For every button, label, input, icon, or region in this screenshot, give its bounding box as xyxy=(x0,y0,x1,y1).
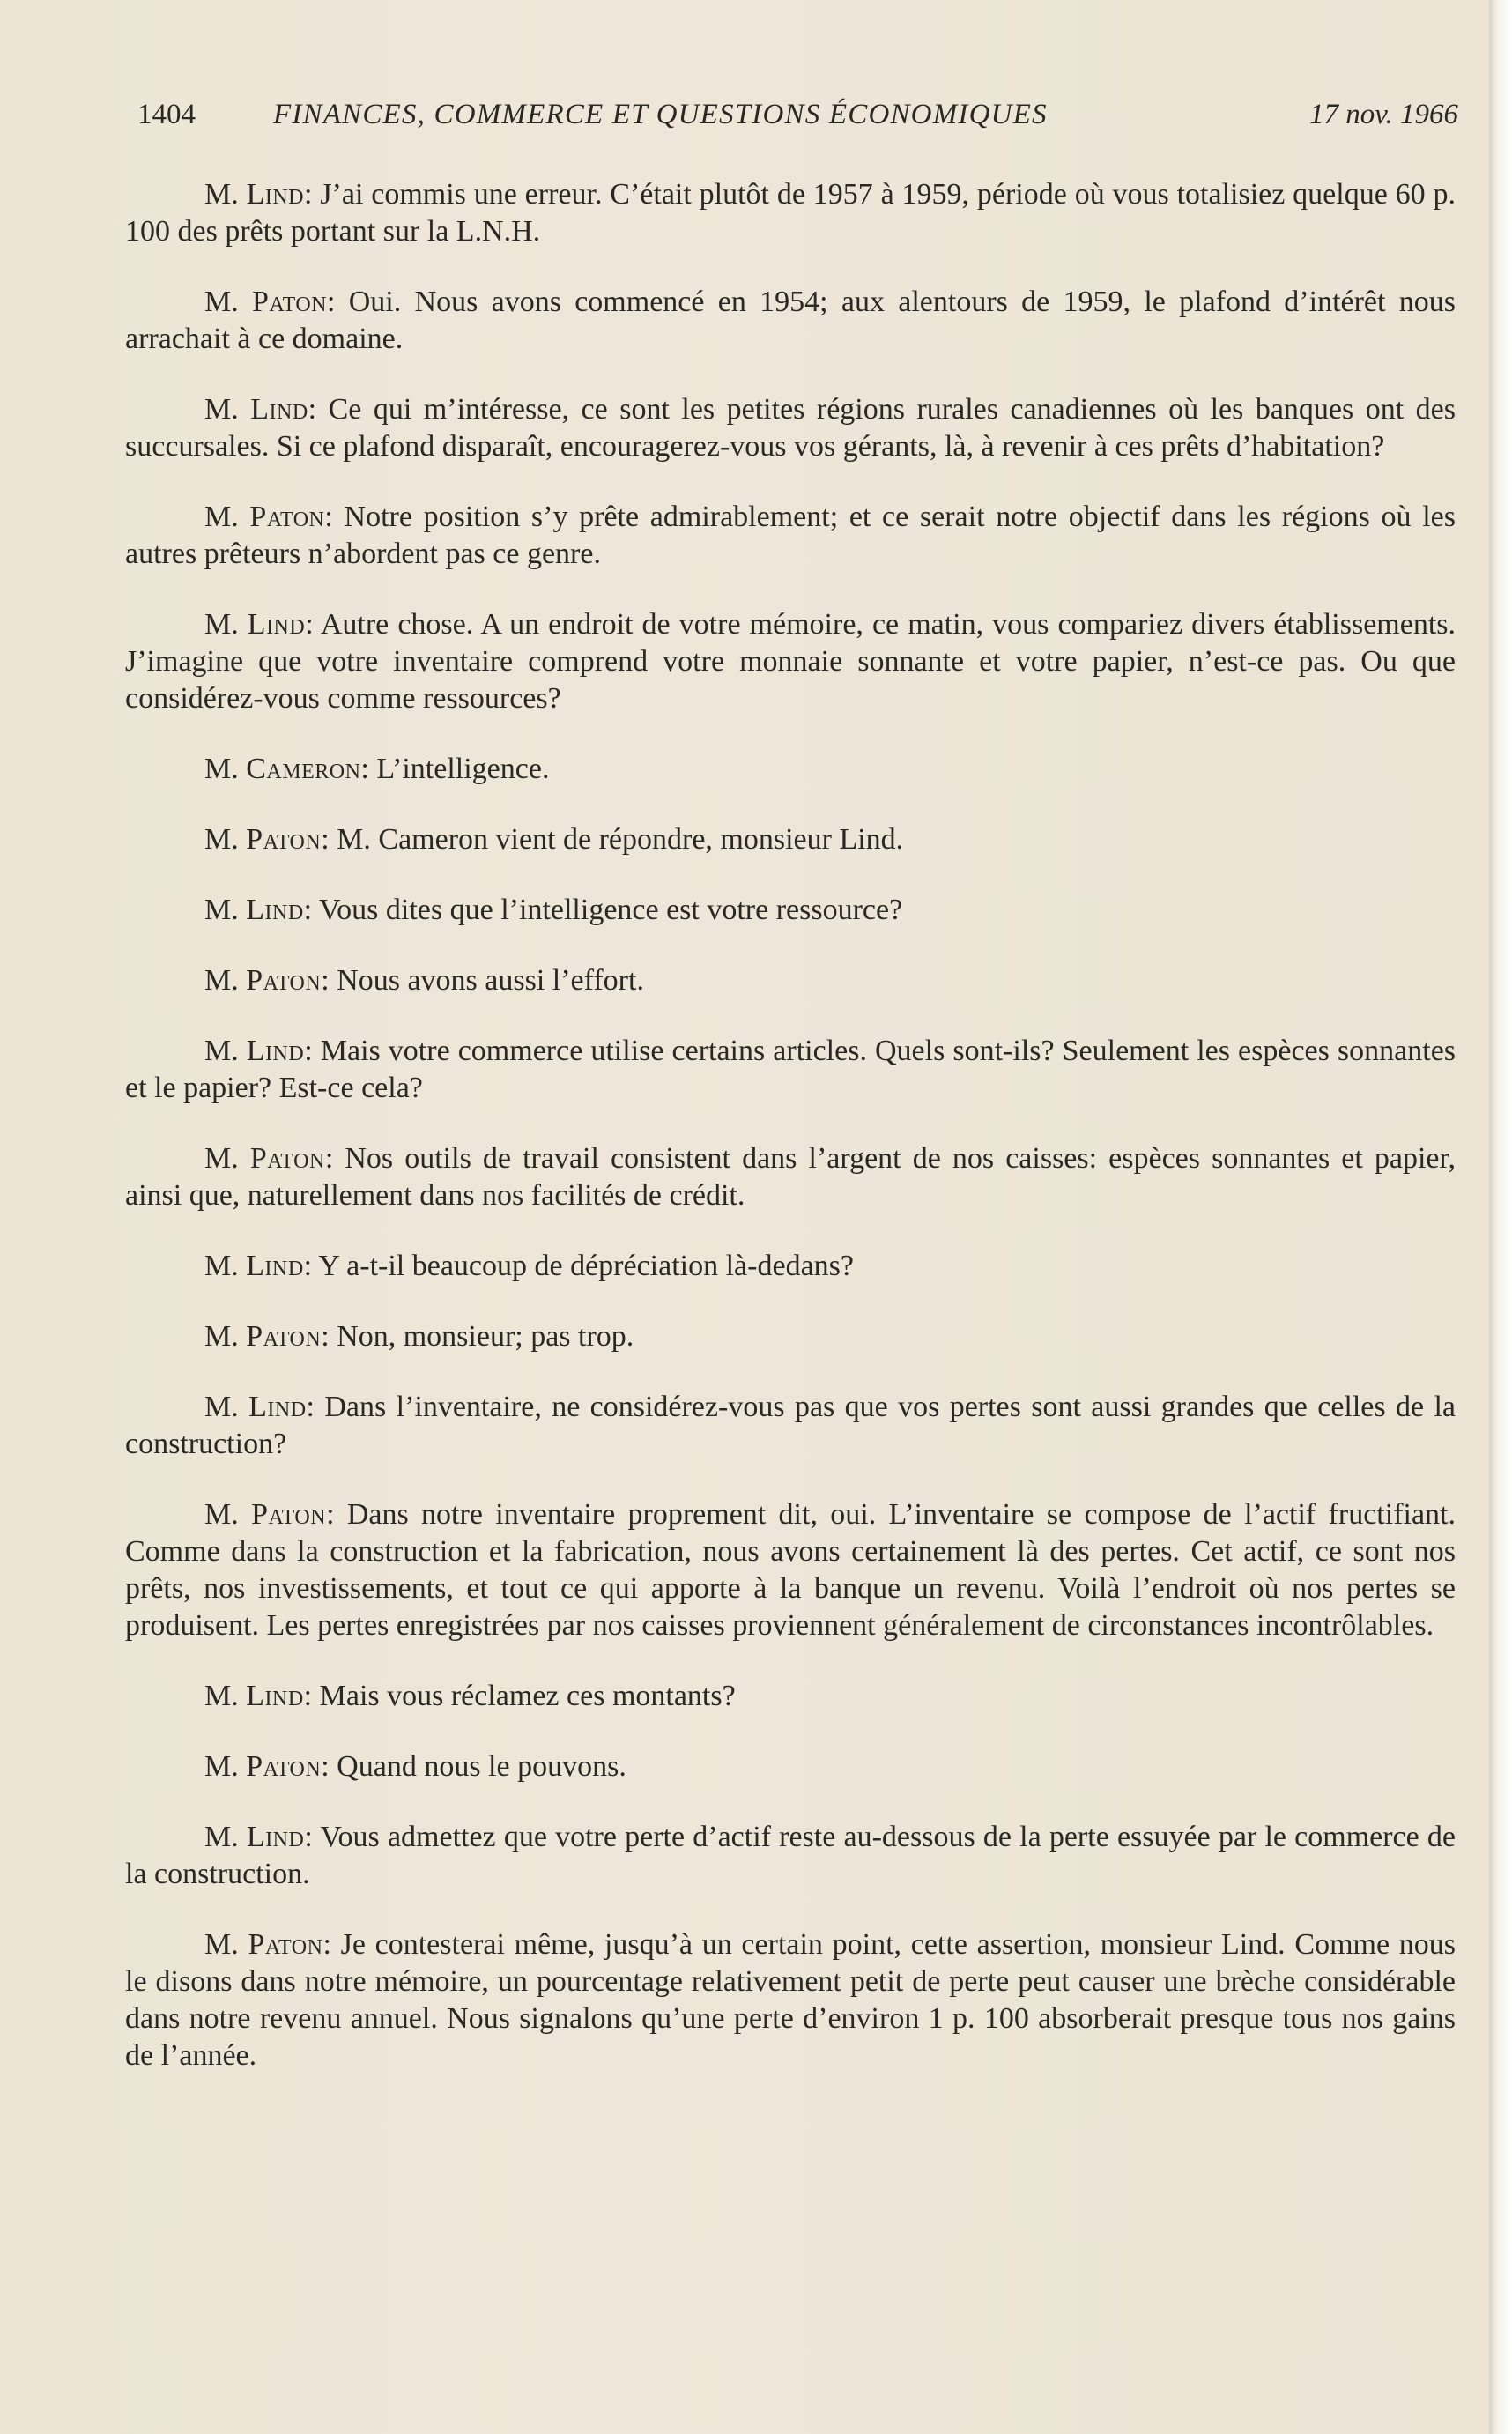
speaker-name: Paton xyxy=(249,1142,325,1175)
speaker-name: Paton xyxy=(249,501,325,533)
paragraph: M. Paton: Quand nous le pouvons. xyxy=(204,1750,626,1783)
speaker-name: Lind xyxy=(246,178,305,211)
speaker-name: Paton xyxy=(252,286,328,318)
paragraph-text: Autre chose. A un endroit de votre mémoire, ce matin, vous compariez divers établissements. J’imagine que votre inventaire comprend votre monnaie sonnante et votre papier, n’est-ce pas. Ou que considérez-vous comme ressources? xyxy=(125,608,1456,715)
speaker-title: M. xyxy=(204,1928,239,1961)
paragraph: M. Paton: Notre position s’y prête admirablement; et ce serait notre objectif dans les régions où les autres prêteurs n’abordent pas ce genre. xyxy=(125,501,1456,570)
paragraph: M. Cameron: L’intelligence. xyxy=(204,753,550,785)
paragraph-text: Non, monsieur; pas trop. xyxy=(337,1320,634,1353)
page-edge xyxy=(1489,0,1512,2434)
paragraph: M. Paton: Nous avons aussi l’effort. xyxy=(204,964,644,997)
speaker-title: M. xyxy=(204,964,239,997)
speaker-title: M. xyxy=(204,1498,239,1531)
paragraph-text: Ce qui m’intéresse, ce sont les petites régions rurales canadiennes où les banques ont des succursales. Si ce plafond disparaît, encouragerez-vous vos gérants, là, à revenir à ces prêts d’habitation? xyxy=(125,393,1456,463)
paragraph-text: Y a-t-il beaucoup de dépréciation là-dedans? xyxy=(318,1250,854,1282)
paragraph: M. Paton: Non, monsieur; pas trop. xyxy=(204,1320,634,1353)
speaker-name: Paton xyxy=(246,823,322,856)
speaker-title: M. xyxy=(204,1391,239,1423)
speaker-title: M. xyxy=(204,1142,239,1175)
paragraph: M. Paton: Nos outils de travail consistent dans l’argent de nos caisses: espèces sonnantes et papier, ainsi que, naturellement dans nos facilités de crédit. xyxy=(125,1142,1456,1212)
speaker-name: Paton xyxy=(248,1928,323,1961)
paragraph-text: Quand nous le pouvons. xyxy=(337,1750,626,1783)
header-date: 17 nov. 1966 xyxy=(1309,99,1458,130)
paragraph-text: Dans notre inventaire proprement dit, oui. L’inventaire se compose de l’actif fructifiant. Comme dans la construction et la fabrication, nous avons certainement là des pertes. Cet actif, ce sont nos prêts, nos investissements, et tout ce qui apporte à la banque un revenu. Voilà l’endroit où nos pertes se produisent. Les pertes enregistrées par nos caisses proviennent généralement de circonstances incontrôlables. xyxy=(125,1498,1456,1642)
speaker-title: M. xyxy=(204,1035,239,1067)
paragraph: M. Paton: Je contesterai même, jusqu’à un certain point, cette assertion, monsieur Lind. Comme nous le disons dans notre mémoire, un pourcentage relativement petit de perte peut causer une brèche considérable dans notre revenu annuel. Nous signalons qu’une perte d’environ 1 p. 100 absorberait presque tous nos gains de l’année. xyxy=(125,1928,1456,2072)
paragraph-text: Mais vous réclamez ces montants? xyxy=(319,1680,736,1712)
paragraph: M. Lind: J’ai commis une erreur. C’était plutôt de 1957 à 1959, période où vous totalisiez quelque 60 p. 100 des prêts portant sur la L.N.H. xyxy=(125,178,1456,248)
speaker-name: Lind xyxy=(248,1391,307,1423)
paragraph: M. Paton: M. Cameron vient de répondre, monsieur Lind. xyxy=(204,823,904,856)
header-title: FINANCES, COMMERCE ET QUESTIONS ÉCONOMIQUES xyxy=(273,99,1048,130)
speaker-name: Lind xyxy=(246,1680,304,1712)
speaker-title: M. xyxy=(204,1821,239,1853)
paragraph-text: Vous admettez que votre perte d’actif reste au-dessous de la perte essuyée par le commerce de la construction. xyxy=(125,1821,1456,1890)
paragraph-text: Je contesterai même, jusqu’à un certain point, cette assertion, monsieur Lind. Comme nous le disons dans notre mémoire, un pourcentage relativement petit de perte peut causer une brèche considérable dans notre revenu annuel. Nous signalons qu’une perte d’environ 1 p. 100 absorberait presque tous nos gains de l’année. xyxy=(125,1928,1456,2072)
paragraph: M. Lind: Vous dites que l’intelligence est votre ressource? xyxy=(204,894,903,926)
paragraph-text: Notre position s’y prête admirablement; et ce serait notre objectif dans les régions où les autres prêteurs n’abordent pas ce genre. xyxy=(125,501,1456,570)
speaker-title: M. xyxy=(204,1750,239,1783)
paragraph: M. Paton: Oui. Nous avons commencé en 1954; aux alentours de 1959, le plafond d’intérêt nous arrachait à ce domaine. xyxy=(125,286,1456,355)
speaker-title: M. xyxy=(204,393,239,426)
paragraph: M. Lind: Autre chose. A un endroit de votre mémoire, ce matin, vous compariez divers établissements. J’imagine que votre inventaire comprend votre monnaie sonnante et votre papier, n’est-ce pas. Ou que considérez-vous comme ressources? xyxy=(125,608,1456,715)
speaker-name: Cameron xyxy=(246,753,361,785)
paragraph-text: Oui. Nous avons commencé en 1954; aux alentours de 1959, le plafond d’intérêt nous arrachait à ce domaine. xyxy=(125,286,1456,355)
paragraph-text: Mais votre commerce utilise certains articles. Quels sont-ils? Seulement les espèces sonnantes et le papier? Est-ce cela? xyxy=(125,1035,1456,1104)
paragraph-text: Nos outils de travail consistent dans l’argent de nos caisses: espèces sonnantes et papier, ainsi que, naturellement dans nos facilités de crédit. xyxy=(125,1142,1456,1212)
speaker-name: Lind xyxy=(246,894,304,926)
speaker-title: M. xyxy=(204,501,239,533)
speaker-name: Lind xyxy=(247,608,306,641)
paragraph: M. Lind: Dans l’inventaire, ne considérez-vous pas que vos pertes sont aussi grandes que celles de la construction? xyxy=(125,1391,1456,1460)
speaker-name: Lind xyxy=(246,1821,305,1853)
paragraph: M. Paton: Dans notre inventaire proprement dit, oui. L’inventaire se compose de l’actif fructifiant. Comme dans la construction et la fabrication, nous avons certainement là des pertes. Cet actif, ce sont nos prêts, nos investissements, et tout ce qui apporte à la banque un revenu. Voilà l’endroit où nos pertes se produisent. Les pertes enregistrées par nos caisses proviennent généralement de circonstances incontrôlables. xyxy=(125,1498,1456,1642)
paragraph-text: M. Cameron vient de répondre, monsieur Lind. xyxy=(337,823,904,856)
speaker-title: M. xyxy=(204,753,239,785)
paragraph: M. Lind: Mais votre commerce utilise certains articles. Quels sont-ils? Seulement les espèces sonnantes et le papier? Est-ce cela? xyxy=(125,1035,1456,1104)
paragraph-text: L’intelligence. xyxy=(376,753,550,785)
speaker-name: Paton xyxy=(246,964,322,997)
paragraph-text: J’ai commis une erreur. C’était plutôt de 1957 à 1959, période où vous totalisiez quelque 60 p. 100 des prêts portant sur la L.N.H. xyxy=(125,178,1456,248)
paragraph-text: Dans l’inventaire, ne considérez-vous pas que vos pertes sont aussi grandes que celles de la construction? xyxy=(125,1391,1456,1460)
paragraph: M. Lind: Mais vous réclamez ces montants? xyxy=(204,1680,736,1712)
speaker-title: M. xyxy=(204,608,239,641)
speaker-title: M. xyxy=(204,1680,239,1712)
paragraph-text: Vous dites que l’intelligence est votre ressource? xyxy=(319,894,903,926)
speaker-name: Lind xyxy=(250,393,308,426)
speaker-title: M. xyxy=(204,894,239,926)
speaker-title: M. xyxy=(204,286,239,318)
paragraph: M. Lind: Ce qui m’intéresse, ce sont les petites régions rurales canadiennes où les banques ont des succursales. Si ce plafond disparaît, encouragerez-vous vos gérants, là, à revenir à ces prêts d’habitation? xyxy=(125,393,1456,463)
speaker-title: M. xyxy=(204,1320,239,1353)
page-number: 1404 xyxy=(137,99,196,130)
paragraph: M. Lind: Y a-t-il beaucoup de dépréciation là-dedans? xyxy=(204,1250,854,1282)
speaker-name: Lind xyxy=(246,1250,304,1282)
speaker-title: M. xyxy=(204,1250,239,1282)
speaker-name: Paton xyxy=(246,1750,322,1783)
speaker-name: Lind xyxy=(246,1035,305,1067)
speaker-name: Paton xyxy=(251,1498,327,1531)
speaker-name: Paton xyxy=(246,1320,322,1353)
paragraph: M. Lind: Vous admettez que votre perte d’actif reste au-dessous de la perte essuyée par le commerce de la construction. xyxy=(125,1821,1456,1890)
speaker-title: M. xyxy=(204,178,239,211)
transcript-body xyxy=(125,176,1456,2108)
paragraph-text: Nous avons aussi l’effort. xyxy=(337,964,644,997)
speaker-title: M. xyxy=(204,823,239,856)
running-header xyxy=(123,99,1458,143)
